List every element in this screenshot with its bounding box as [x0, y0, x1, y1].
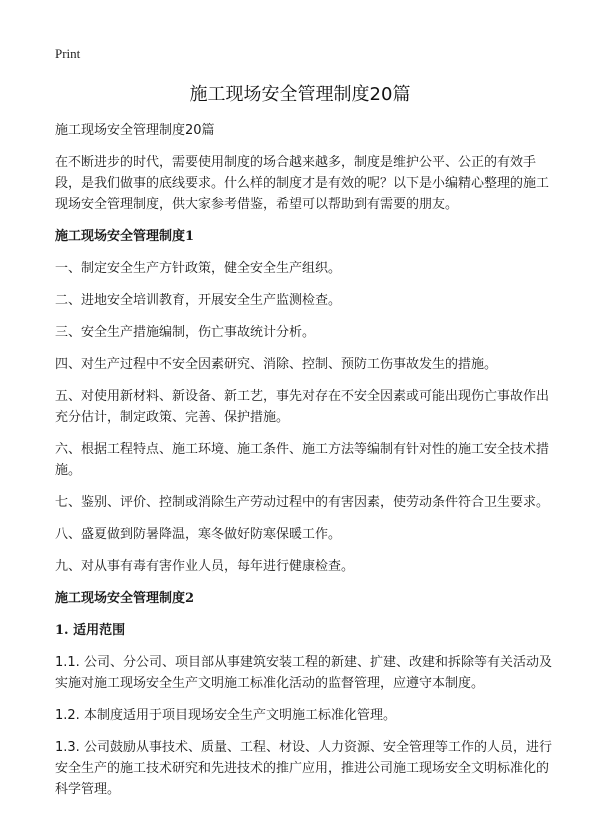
subsection-heading: 1. 适用范围 [55, 623, 126, 638]
list-item: 1.3. 公司鼓励从事技术、质量、工程、材设、人力资源、安全管理等工作的人员，进行安全生产的施工技术研究和先进技术的推广应用，推进公司施工现场安全文明标准化的科学管理。 [55, 740, 552, 797]
section-heading: 施工现场安全管理制度1 [55, 229, 195, 244]
print-label: Print [55, 46, 81, 61]
list-item: 五、对使用新材料、新设备、新工艺，事先对存在不安全因素或可能出现伤亡事故作出充分估计，制定政策、完善、保护措施。 [55, 389, 550, 425]
list-item: 四、对生产过程中不安全因素研究、消除、控制、预防工伤事故发生的措施。 [55, 357, 498, 372]
list-item: 八、盛夏做到防暑降温，寒冬做好防寒保暖工作。 [55, 527, 342, 542]
list-item: 1.2. 本制度适用于项目现场安全生产文明施工标准化管理。 [55, 708, 396, 723]
list-item: 七、鉴别、评价、控制或消除生产劳动过程中的有害因素，使劳动条件符合卫生要求。 [55, 495, 550, 510]
intro-paragraph: 在不断进步的时代，需要使用制度的场合越来越多，制度是维护公平、公正的有效手段，是我们做事的底线要求。什么样的制度才是有效的呢？以下是小编精心整理的施工现场安全管理制度，供大家参考借鉴，希望可以帮助到有需要的朋友。 [55, 155, 550, 212]
list-item: 1.1. 公司、分公司、项目部从事建筑安装工程的新建、扩建、改建和拆除等有关活动及实施对施工现场安全生产文明施工标准化活动的监督管理，应遵守本制度。 [55, 655, 552, 691]
list-item: 二、进地安全培训教育，开展安全生产监测检查。 [55, 293, 342, 308]
list-item: 六、根据工程特点、施工环境、施工条件、施工方法等编制有针对性的施工安全技术措施。 [55, 442, 550, 478]
section-heading: 施工现场安全管理制度2 [55, 591, 195, 606]
document-subtitle: 施工现场安全管理制度20篇 [55, 123, 215, 138]
list-item: 九、对从事有毒有害作业人员，每年进行健康检查。 [55, 559, 355, 574]
list-item: 三、安全生产措施编制，伤亡事故统计分析。 [55, 325, 316, 340]
page-title: 施工现场安全管理制度20篇 [189, 84, 411, 105]
list-item: 一、制定安全生产方针政策，健全安全生产组织。 [55, 261, 342, 276]
document-body [55, 120, 555, 811]
